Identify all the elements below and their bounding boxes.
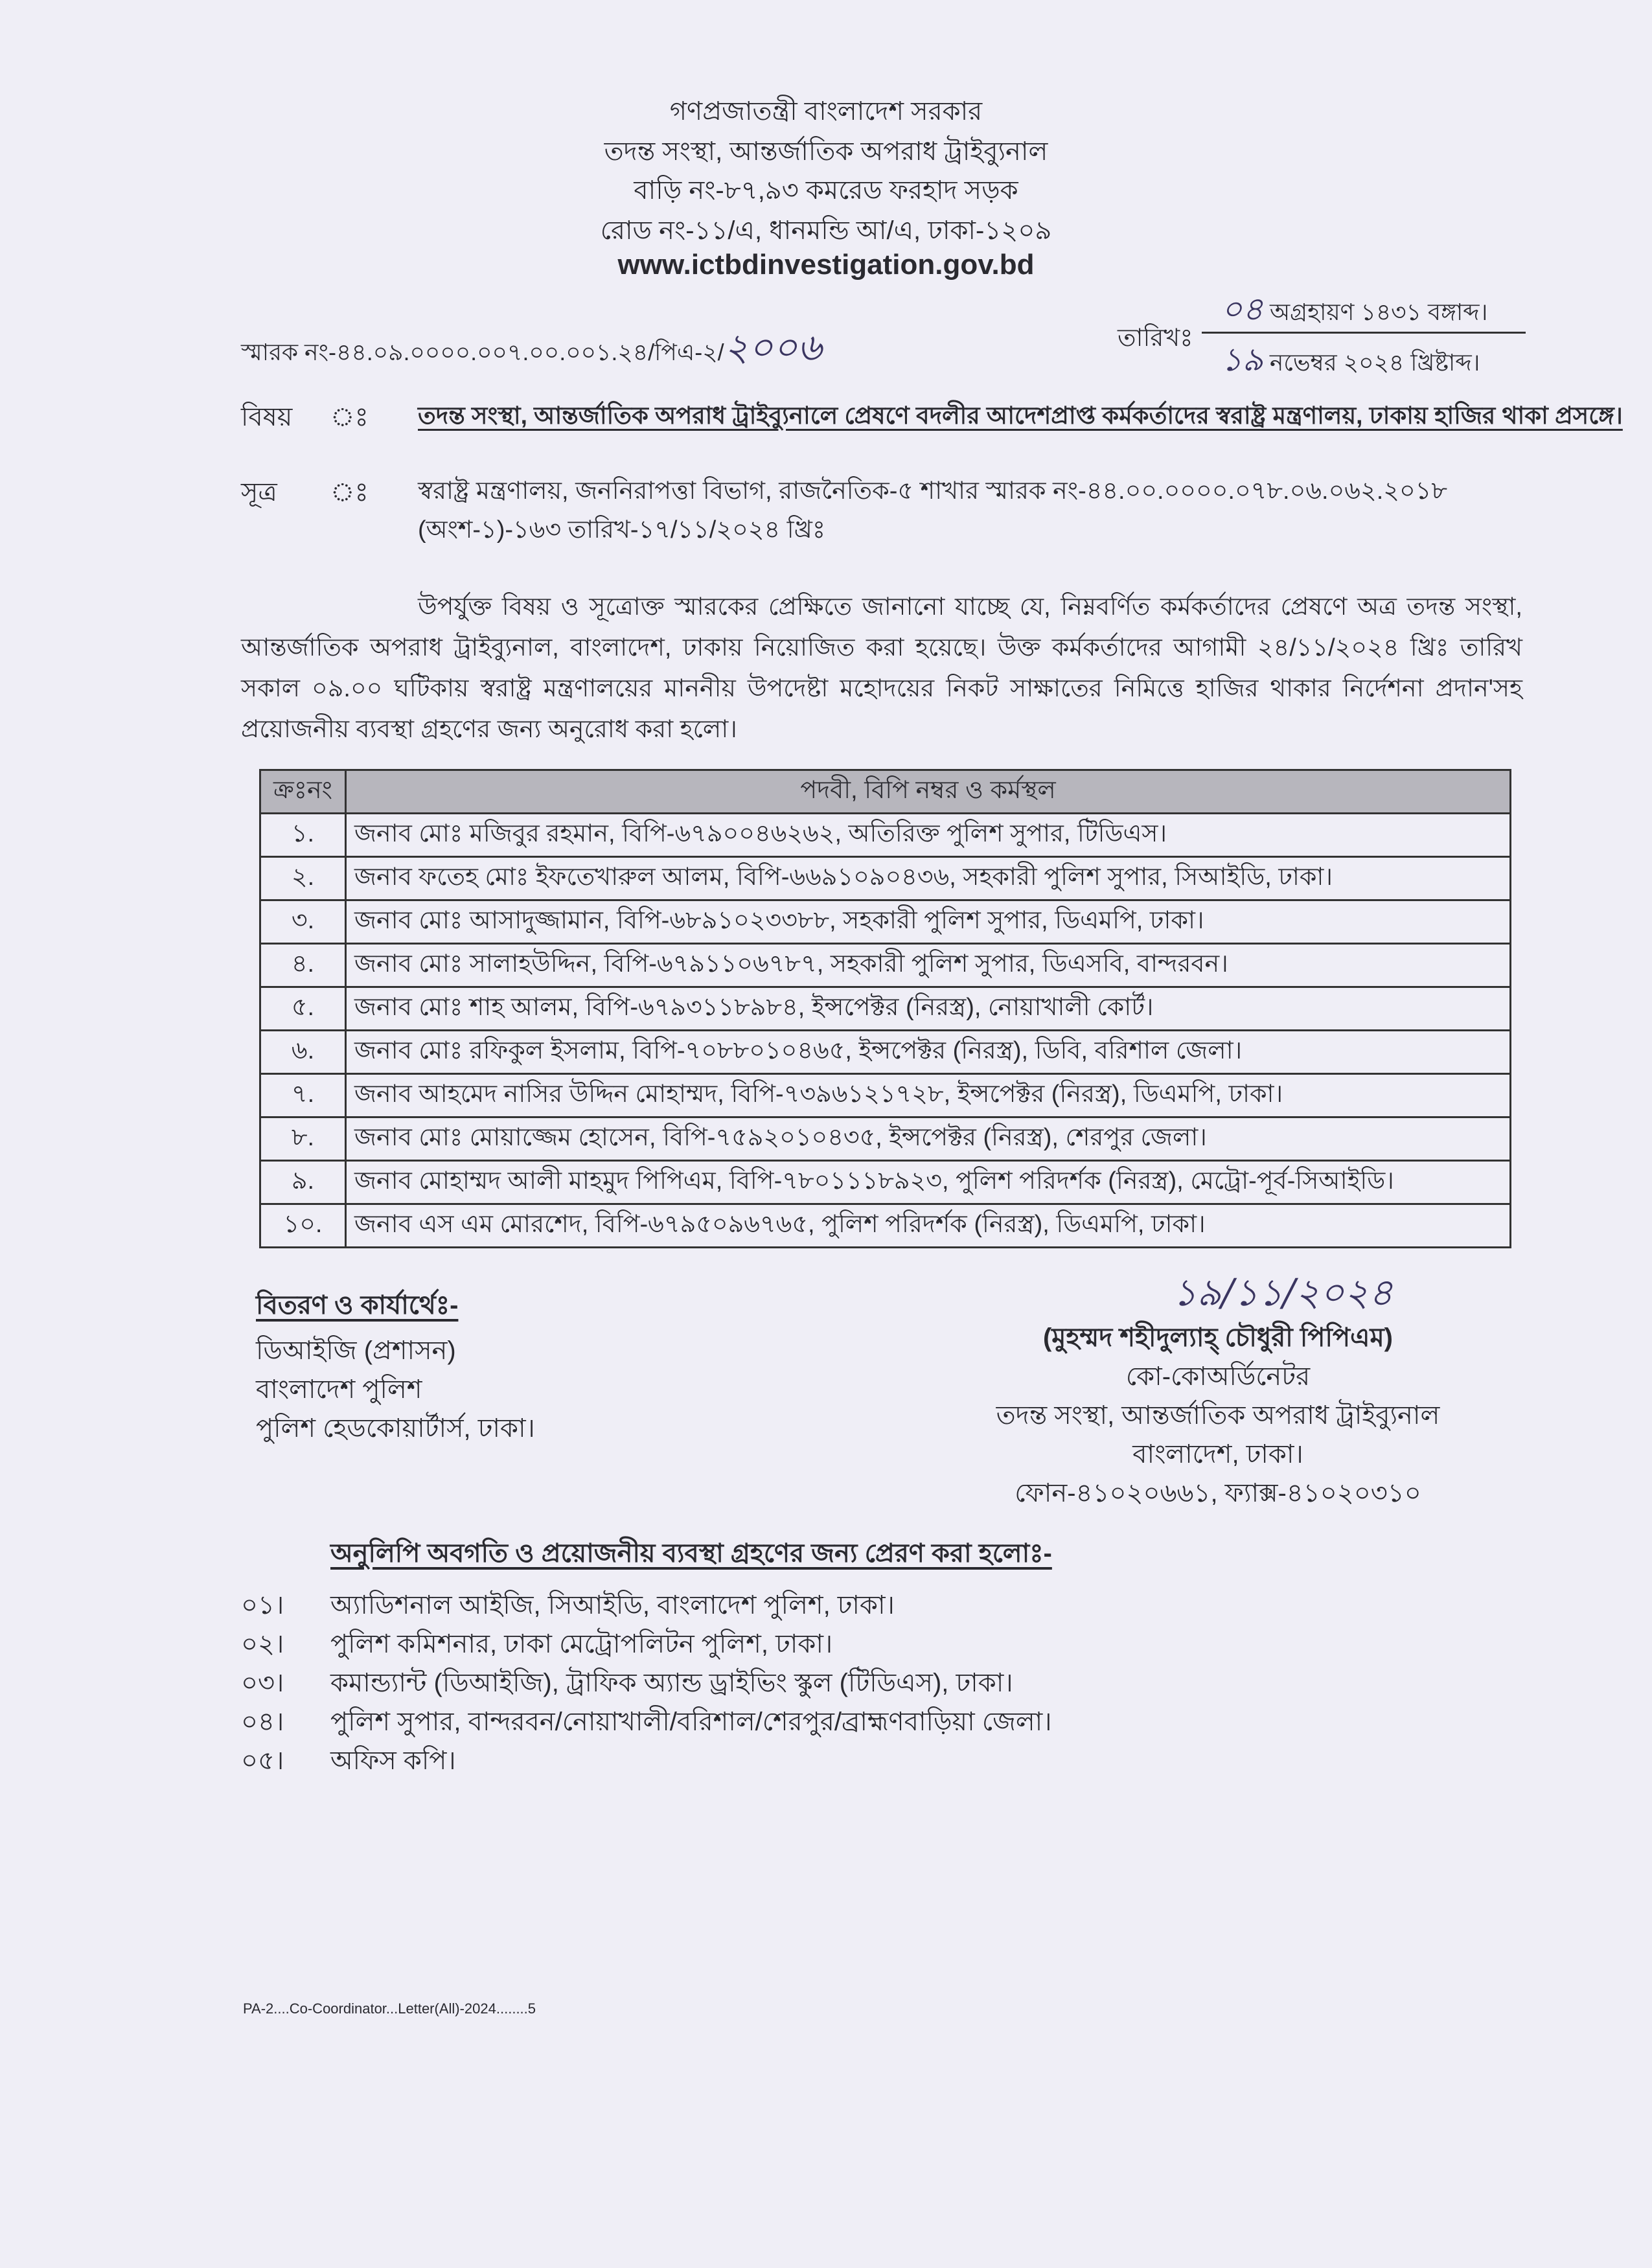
officer-details-cell: জনাব মোঃ আসাদুজ্জামান, বিপি-৬৮৯১০২৩৩৮৮, সহকারী পুলিশ সুপার, ডিএমপি, ঢাকা।	[346, 900, 1511, 944]
table-row	[260, 1204, 1511, 1248]
list-item	[241, 1741, 1052, 1780]
copy-number: ০৫।	[241, 1747, 284, 1775]
signatory-name: (মুহম্মদ শহীদুল্যাহ্ চৌধুরী পিপিএম)	[1042, 1323, 1394, 1352]
copy-recipient: কমান্ড্যান্ট (ডিআইজি), ট্রাফিক অ্যান্ড ড্রাইভিং স্কুল (টিডিএস), ঢাকা।	[330, 1669, 1013, 1697]
copies-heading: অনুলিপি অবগতি ও প্রয়োজনীয় ব্যবস্থা গ্রহণের জন্য প্রেরণ করা হলোঃ-	[330, 1539, 1052, 1568]
serial-cell: ২.	[260, 857, 346, 900]
copy-number: ০২।	[241, 1630, 284, 1658]
serial-cell: ৫.	[260, 987, 346, 1031]
date-english	[1221, 336, 1480, 389]
list-item	[241, 1664, 1052, 1702]
table-row	[260, 814, 1511, 857]
date-bangla-day: ০৪	[1221, 290, 1263, 328]
table-row	[260, 900, 1511, 944]
date-bangla	[1221, 285, 1487, 339]
table-row	[260, 987, 1511, 1031]
table-row	[260, 1031, 1511, 1074]
body-paragraph: উপর্যুক্ত বিষয় ও সূত্রোক্ত স্মারকের প্রেক্ষিতে জানানো যাচ্ছে যে, নিম্নবর্ণিত কর্মকর্তাদের প্রেষণে অত্র তদন্ত সংস্থা, আন্তর্জাতিক অপরাধ ট্রাইব্যুনাল, বাংলাদেশ, ঢাকায় নিয়োজিত করা হয়েছে। উক্ত কর্মকর্তাদের আগামী ২৪/১১/২০২৪ খ্রিঃ তারিখ সকাল ০৯.০০ ঘটিকায় স্বরাষ্ট্র মন্ত্রণালয়ের মাননীয় উপদেষ্টা মহোদয়ের নিকট সাক্ষাতের নিমিত্তে হাজির থাকার নির্দেশনা প্রদান'সহ প্রয়োজনীয় ব্যবস্থা গ্রহণের জন্য অনুরোধ করা হলো।	[241, 593, 1522, 743]
signatory-title: কো-কোঅর্ডিনেটর	[1125, 1362, 1311, 1391]
subject-colon: ঃ	[330, 403, 369, 431]
copy-recipient: পুলিশ কমিশনার, ঢাকা মেট্রোপলিটন পুলিশ, ঢাকা।	[330, 1630, 833, 1658]
distribution-line: বাংলাদেশ পুলিশ	[256, 1375, 422, 1404]
serial-cell: ৩.	[260, 900, 346, 944]
distribution-heading: বিতরণ ও কার্যার্থেঃ-	[256, 1291, 459, 1320]
copies-list	[241, 1586, 1052, 1780]
file-reference-footer: PA-2....Co-Coordinator...Letter(All)-2024........5	[243, 2000, 536, 2017]
serial-cell: ৪.	[260, 944, 346, 987]
copy-number: ০৪।	[241, 1708, 284, 1736]
copy-number: ০১।	[241, 1591, 284, 1620]
col-details-header: পদবী, বিপি নম্বর ও কর্মস্থল	[346, 770, 1511, 814]
officer-details-cell: জনাব মোঃ শাহ আলম, বিপি-৬৭৯৩১১৮৯৮৪, ইন্সপেক্টর (নিরস্ত্র), নোয়াখালী কোর্ট।	[346, 987, 1511, 1031]
signatory-place: বাংলাদেশ, ঢাকা।	[1132, 1440, 1303, 1469]
govt-name: গণপ্রজাতন্ত্রী বাংলাদেশ সরকার	[669, 97, 983, 126]
date-bangla-rest: অগ্রহায়ণ ১৪৩১ বঙ্গাব্দ।	[1269, 299, 1488, 325]
signature-block	[991, 1266, 1445, 1513]
address-line-1: বাড়ি নং-৮৭,৯৩ কমরেড ফরহাদ সড়ক	[634, 176, 1018, 205]
copy-recipient: পুলিশ সুপার, বান্দরবন/নোয়াখালী/বরিশাল/শেরপুর/ব্রাহ্মণবাড়িয়া জেলা।	[330, 1708, 1052, 1736]
serial-cell: ১০.	[260, 1204, 346, 1248]
reference-label: সূত্র	[241, 478, 277, 507]
copy-recipient: অ্যাডিশনাল আইজি, সিআইডি, বাংলাদেশ পুলিশ, ঢাকা।	[330, 1591, 895, 1620]
date-english-rest: নভেম্বর ২০২৪ খ্রিষ্টাব্দ।	[1269, 349, 1480, 376]
table-row	[260, 1074, 1511, 1117]
distribution-line: ডিআইজি (প্রশাসন)	[256, 1336, 456, 1365]
distribution-line: পুলিশ হেডকোয়ার্টার্স, ঢাকা।	[256, 1414, 535, 1443]
table-row	[260, 1117, 1511, 1161]
date-label: তারিখঃ	[1118, 325, 1193, 352]
agency-name: তদন্ত সংস্থা, আন্তর্জাতিক অপরাধ ট্রাইব্যুনাল	[604, 137, 1048, 166]
table-header-row	[260, 770, 1511, 814]
reference-colon: ঃ	[330, 478, 369, 507]
signatory-contact: ফোন-৪১০২০৬৬১, ফ্যাক্স-৪১০২০৩১০	[1015, 1479, 1421, 1507]
distribution-block	[256, 1286, 535, 1448]
copy-number: ০৩।	[241, 1669, 284, 1697]
memo-number	[241, 319, 822, 382]
handwritten-signature: ১৯/১১/২০২৪	[1172, 1270, 1394, 1314]
reference-line-1: স্বরাষ্ট্র মন্ত্রণালয়, জননিরাপত্তা বিভাগ, রাজনৈতিক-৫ শাখার স্মারক নং-৪৪.০০.০০০০.০৭৮.০৬.০৬২.২০১৮	[418, 477, 1447, 505]
serial-cell: ৬.	[260, 1031, 346, 1074]
officer-details-cell: জনাব মোহাম্মদ আলী মাহমুদ পিপিএম, বিপি-৭৮০১১১৮৯২৩, পুলিশ পরিদর্শক (নিরস্ত্র), মেট্রো-পূর্ব-সিআইডি।	[346, 1161, 1511, 1204]
memo-prefix: স্মারক নং-৪৪.০৯.০০০০.০০৭.০০.০০১.২৪/পিএ-২/	[241, 339, 724, 365]
officer-details-cell: জনাব মোঃ রফিকুল ইসলাম, বিপি-৭০৮৮০১০৪৬৫, ইন্সপেক্টর (নিরস্ত্র), ডিবি, বরিশাল জেলা।	[346, 1031, 1511, 1074]
serial-cell: ৭.	[260, 1074, 346, 1117]
subject-label: বিষয়	[241, 403, 293, 431]
signatory-org: তদন্ত সংস্থা, আন্তর্জাতিক অপরাধ ট্রাইব্যুনাল	[996, 1401, 1440, 1430]
website: www.ictbdinvestigation.gov.bd	[617, 249, 1035, 281]
date-divider	[1202, 332, 1526, 334]
list-item	[241, 1586, 1052, 1625]
subject-text: তদন্ত সংস্থা, আন্তর্জাতিক অপরাধ ট্রাইব্যুনালে প্রেষণে বদলীর আদেশপ্রাপ্ত কর্মকর্তাদের স্বরাষ্ট্র মন্ত্রণালয়, ঢাকায় হাজির থাকা প্রসঙ্গে।	[418, 402, 1623, 429]
officer-details-cell: জনাব আহমেদ নাসির উদ্দিন মোহাম্মদ, বিপি-৭৩৯৬১২১৭২৮, ইন্সপেক্টর (নিরস্ত্র), ডিএমপি, ঢাকা।	[346, 1074, 1511, 1117]
date-english-day: ১৯	[1221, 341, 1263, 378]
list-item	[241, 1625, 1052, 1664]
address-line-2: রোড নং-১১/এ, ধানমন্ডি আ/এ, ঢাকা-১২০৯	[600, 216, 1052, 245]
serial-cell: ১.	[260, 814, 346, 857]
officer-details-cell: জনাব মোঃ মজিবুর রহমান, বিপি-৬৭৯০০৪৬২৬২, অতিরিক্ত পুলিশ সুপার, টিডিএস।	[346, 814, 1511, 857]
serial-cell: ৯.	[260, 1161, 346, 1204]
serial-cell: ৮.	[260, 1117, 346, 1161]
officer-details-cell: জনাব মোঃ মোয়াজ্জেম হোসেন, বিপি-৭৫৯২০১০৪৩৫, ইন্সপেক্টর (নিরস্ত্র), শেরপুর জেলা।	[346, 1117, 1511, 1161]
table-row	[260, 857, 1511, 900]
table-row	[260, 944, 1511, 987]
list-item	[241, 1702, 1052, 1741]
table-row	[260, 1161, 1511, 1204]
col-serial-header: ক্রঃনং	[260, 770, 346, 814]
memo-handwritten-number: ২০০৬	[724, 325, 822, 369]
reference-line-2: (অংশ-১)-১৬৩ তারিখ-১৭/১১/২০২৪ খ্রিঃ	[418, 516, 826, 544]
officer-details-cell: জনাব ফতেহ মোঃ ইফতেখারুল আলম, বিপি-৬৬৯১০৯০৪৩৬, সহকারী পুলিশ সুপার, সিআইডি, ঢাকা।	[346, 857, 1511, 900]
officer-details-cell: জনাব এস এম মোরশেদ, বিপি-৬৭৯৫০৯৬৭৬৫, পুলিশ পরিদর্শক (নিরস্ত্র), ডিএমপি, ঢাকা।	[346, 1204, 1511, 1248]
copy-recipient: অফিস কপি।	[330, 1747, 456, 1775]
officers-table	[259, 769, 1511, 1248]
officer-details-cell: জনাব মোঃ সালাহউদ্দিন, বিপি-৬৭৯১১০৬৭৮৭, সহকারী পুলিশ সুপার, ডিএসবি, বান্দরবন।	[346, 944, 1511, 987]
